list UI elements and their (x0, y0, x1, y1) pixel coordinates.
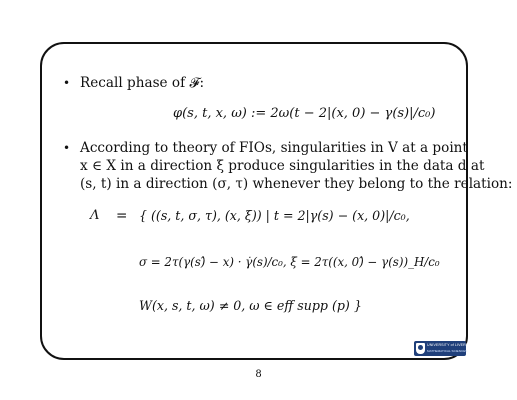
relation-line-2: σ = 2τ(γ(s)̂ − x) · γ̇(s)/c₀, ξ = 2τ((x, 0)̂ − γ(s))_H/c₀ (139, 255, 440, 269)
page-number: 8 (255, 369, 262, 380)
university-logo (414, 341, 477, 356)
logo-line-2: MATHEMATICAL SCIENCES (427, 349, 468, 353)
logo-line-1: UNIVERSITY of LIVERPOOL (427, 343, 477, 347)
bullet1-text: Recall phase of 𝓕: (80, 75, 205, 91)
crest-icon (416, 343, 425, 354)
bullet-marker: • (63, 141, 71, 155)
bullet-marker: • (63, 76, 71, 90)
relation-line-1: { ((s, t, σ, τ), (x, ξ)) | t = 2|γ(s) − (x, 0)|/c₀, (139, 208, 410, 223)
lambda-symbol: Λ (90, 208, 100, 223)
relation-line-3: W(x, s, t, ω) ≠ 0, ω ∈ eff supp (p) } (139, 298, 362, 313)
relation-equals: = (116, 208, 128, 224)
bullet2-line-3: (s, t) in a direction (σ, τ) whenever they belong to the relation: (80, 176, 513, 192)
phase-formula: φ(s, t, x, ω) := 2ω(t − 2|(x, 0) − γ(s)|/c₀) (173, 106, 436, 121)
bullet2-line-2: x ∈ X in a direction ξ produce singularities in the data d at (80, 158, 485, 174)
bullet2-line-1: According to theory of FIOs, singularities in V at a point (80, 140, 468, 156)
